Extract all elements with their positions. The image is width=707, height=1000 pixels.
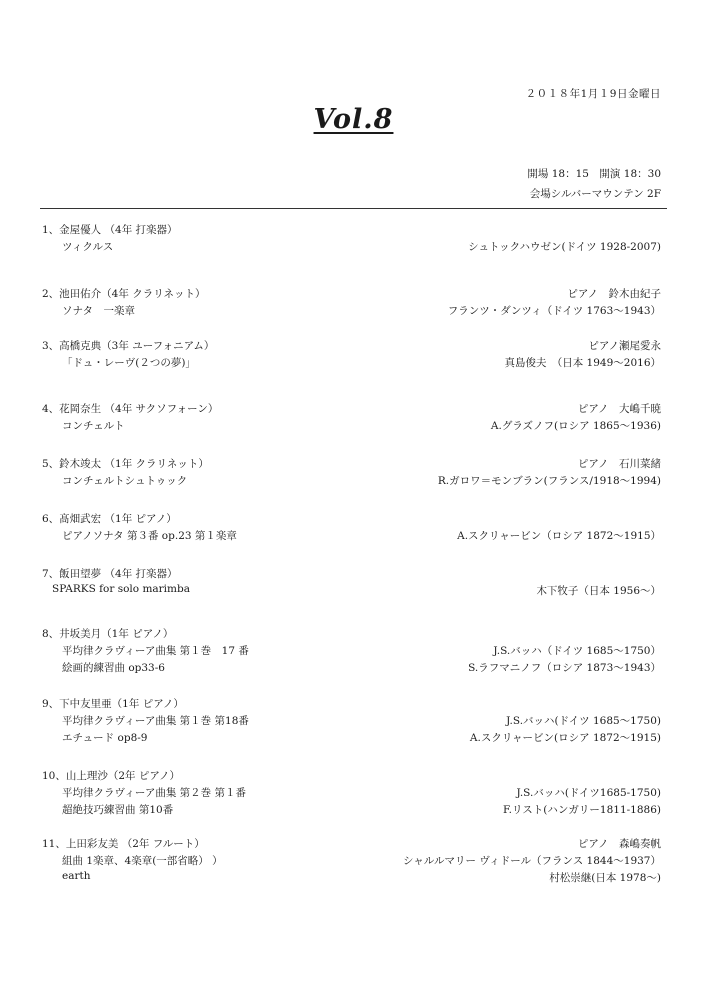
piece-title: earth [62, 870, 91, 882]
performer-line [0, 836, 707, 853]
composer: シャルルマリー ヴィドール（フランス 1844～1937） [403, 855, 661, 867]
program-entry [0, 626, 707, 677]
composer: R.ガロワ＝モンブラン(フランス/1918～1994) [437, 475, 661, 487]
piece-line [0, 713, 707, 730]
composer: A.スクリャービン(ロシア 1872～1915) [469, 732, 661, 744]
composer: J.S.バッハ(ドイツ 1685～1750) [506, 715, 661, 727]
performer-name: 4、花岡奈生 （4年 サクソフォーン） [42, 403, 219, 415]
program-entry [0, 511, 707, 545]
performer-line [0, 338, 707, 355]
performer-name: 6、髙畑武宏 （1年 ピアノ） [42, 513, 177, 525]
composer: フランツ・ダンツィ（ドイツ 1763～1943） [447, 305, 661, 317]
accompanist: ピアノ瀬尾愛永 [588, 340, 661, 352]
piece-line [0, 870, 707, 887]
title-text: Vol.8 [313, 104, 394, 135]
piece-title: 平均律クラヴィーア曲集 第２巻 第１番 [62, 787, 247, 799]
piece-title: 「ドュ・レーヴ(２つの夢)」 [62, 357, 196, 369]
program-entry [0, 566, 707, 600]
program-entry [0, 222, 707, 256]
piece-line [0, 239, 707, 256]
piece-line [0, 583, 707, 600]
divider [40, 208, 667, 209]
piece-line [0, 303, 707, 320]
performer-name: 11、上田彩友美 （2年 フルート） [42, 838, 205, 850]
performer-line [0, 768, 707, 785]
performer-line [0, 566, 707, 583]
performer-line [0, 456, 707, 473]
program-entry [0, 338, 707, 372]
performer-name: 10、山上理沙（2年 ピアノ） [42, 770, 181, 782]
piece-title: SPARKS for solo marimba [52, 583, 190, 595]
piece-line [0, 473, 707, 490]
piece-title: エチュード op8-9 [62, 732, 148, 744]
composer: シュトックハウゼン(ドイツ 1928-2007) [468, 241, 661, 253]
performer-name: 3、高橋克典（3年 ユーフォニアム） [42, 340, 215, 352]
piece-title: 組曲 1楽章、4楽章(一部省略） ） [62, 855, 223, 867]
performer-line [0, 222, 707, 239]
piece-title: 絵画的練習曲 op33-6 [62, 662, 165, 674]
performer-name: 2、池田佑介（4年 クラリネット） [42, 288, 206, 300]
composer: A.スクリャービン（ロシア 1872～1915） [457, 530, 661, 542]
piece-title: ツィクルス [62, 241, 114, 253]
performer-line [0, 511, 707, 528]
program-entry [0, 836, 707, 887]
piece-title: ピアノソナタ 第３番 op.23 第１楽章 [62, 530, 237, 542]
program-entry [0, 456, 707, 490]
program-entry [0, 768, 707, 819]
performer-line [0, 696, 707, 713]
performer-line [0, 626, 707, 643]
accompanist: ピアノ 鈴木由紀子 [567, 288, 661, 300]
performer-line [0, 401, 707, 418]
accompanist: ピアノ 大嶋千暁 [577, 403, 661, 415]
piece-line [0, 660, 707, 677]
program-entry [0, 286, 707, 320]
performer-name: 8、井坂美月（1年 ピアノ） [42, 628, 174, 640]
piece-line [0, 418, 707, 435]
time-info: 開場 18：15 開演 18：30 [527, 168, 661, 180]
composer: 真島俊夫 （日本 1949～2016） [504, 357, 661, 369]
composer: S.ラフマニノフ（ロシア 1873～1943） [468, 662, 661, 674]
performer-line [0, 286, 707, 303]
piece-title: 平均律クラヴィーア曲集 第１巻 17 番 [62, 645, 249, 657]
piece-title: 超絶技巧練習曲 第10番 [62, 804, 174, 816]
performer-name: 1、金屋優人 （4年 打楽器） [42, 224, 178, 236]
piece-title: コンチェルト [62, 420, 125, 432]
page-title [0, 104, 707, 135]
piece-line [0, 528, 707, 545]
date: ２０１８年1月１9日金曜日 [525, 88, 661, 100]
piece-title: コンチェルトシュトゥック [62, 475, 188, 487]
accompanist: ピアノ 石川菜緒 [577, 458, 661, 470]
composer: 村松崇継(日本 1978～) [549, 872, 661, 884]
composer: A.グラズノフ(ロシア 1865～1936) [490, 420, 661, 432]
piece-line [0, 853, 707, 870]
piece-line [0, 730, 707, 747]
piece-line [0, 785, 707, 802]
piece-title: 平均律クラヴィーア曲集 第１巻 第18番 [62, 715, 249, 727]
composer: J.S.バッハ（ドイツ 1685～1750） [493, 645, 661, 657]
venue-info: 会場シルバーマウンテン 2F [529, 188, 661, 200]
performer-name: 9、下中友里亜（1年 ピアノ） [42, 698, 184, 710]
piece-line [0, 643, 707, 660]
program-entry [0, 401, 707, 435]
program-entry [0, 696, 707, 747]
piece-line [0, 355, 707, 372]
composer: 木下牧子（日本 1956～） [536, 585, 661, 597]
piece-line [0, 802, 707, 819]
piece-title: ソナタ 一楽章 [62, 305, 135, 317]
accompanist: ピアノ 森嶋奏帆 [577, 838, 661, 850]
composer: J.S.バッハ(ドイツ1685-1750) [516, 787, 661, 799]
performer-name: 7、飯田望夢 （4年 打楽器） [42, 568, 178, 580]
composer: F.リスト(ハンガリー1811-1886) [503, 804, 661, 816]
performer-name: 5、鈴木竣太 （1年 クラリネット） [42, 458, 209, 470]
